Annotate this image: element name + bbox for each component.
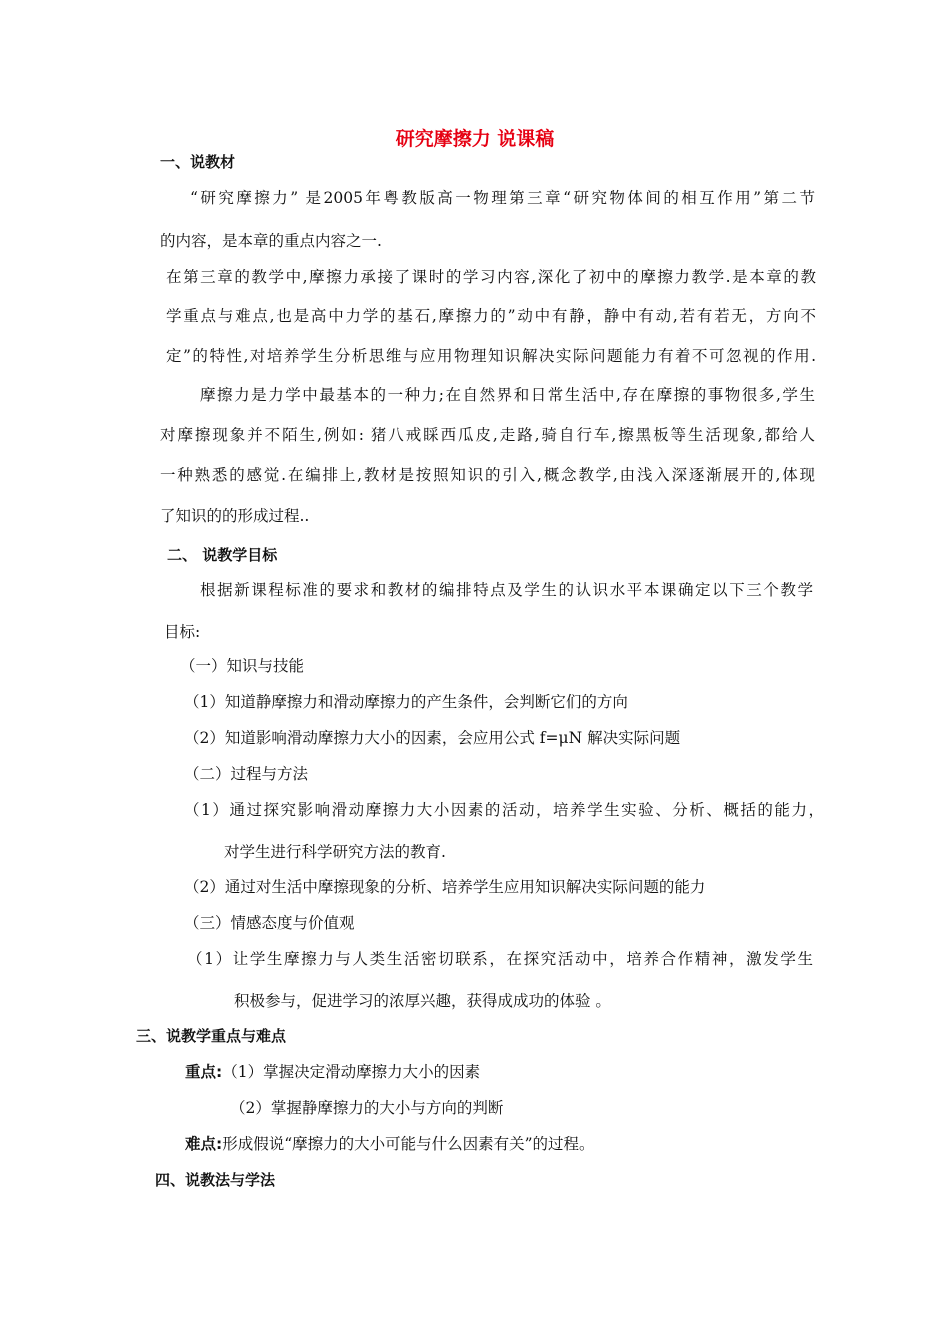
paragraph-line: 了知识的的形成过程.. — [160, 507, 310, 525]
goal-item: （1）知道静摩擦力和滑动摩擦力的产生条件，会判断它们的方向 — [184, 693, 628, 711]
goal-heading: （二）过程与方法 — [184, 765, 309, 783]
goal-item: （2）通过对生活中摩擦现象的分析、培养学生应用知识解决实际问题的能力 — [184, 878, 706, 896]
key-point-label: 重点: — [185, 1063, 223, 1081]
difficulty-label: 难点: — [185, 1135, 223, 1153]
goal-item: 积极参与，促进学习的浓厚兴趣，获得成成功的体验 。 — [234, 992, 611, 1010]
goal-item: 对学生进行科学研究方法的教育. — [224, 843, 446, 861]
goal-item: （2）知道影响滑动摩擦力大小的因素，会应用公式 f=μN 解决实际问题 — [184, 729, 681, 747]
section-heading-textbook: 一、说教材 — [160, 153, 236, 171]
goal-heading: （三）情感态度与价值观 — [184, 914, 355, 932]
section-heading-key-points: 三、说教学重点与难点 — [136, 1027, 287, 1045]
paragraph-line: 一种熟悉的感觉.在编排上,教材是按照知识的引入,概念教学,由浅入深逐渐展开的,体现 — [160, 466, 815, 484]
paragraph-line: 学重点与难点,也是高中力学的基石,摩擦力的”动中有静，静中有动,若有若无，方向不 — [166, 307, 816, 325]
section-heading-methods: 四、说教法与学法 — [155, 1171, 276, 1189]
page-title: 研究摩擦力 说课稿 — [395, 128, 555, 150]
goal-item: （1）通过探究影响滑动摩擦力大小因素的活动，培养学生实验、分析、概括的能力， — [184, 801, 824, 819]
paragraph-line: 的内容，是本章的重点内容之一. — [160, 232, 382, 250]
paragraph-line: 目标: — [164, 623, 201, 641]
key-point-item: （2）掌握静摩擦力的大小与方向的判断 — [230, 1099, 504, 1117]
paragraph-line: 在第三章的教学中,摩擦力承接了课时的学习内容,深化了初中的摩擦力教学.是本章的教 — [166, 268, 816, 286]
goal-heading: （一）知识与技能 — [180, 657, 305, 675]
paragraph-line: 根据新课程标准的要求和教材的编排特点及学生的认识水平本课确定以下三个教学 — [200, 581, 813, 599]
paragraph-line: “研究摩擦力” 是2005年粤教版高一物理第三章“研究物体间的相互作用”第二节 — [190, 189, 815, 207]
section-heading-objectives: 二、 说教学目标 — [167, 546, 278, 564]
goal-item: （1）让学生摩擦力与人类生活密切联系，在探究活动中，培养合作精神，激发学生 — [187, 950, 813, 968]
key-point-item: （1）掌握决定滑动摩擦力大小的因素 — [222, 1063, 481, 1081]
paragraph-line: 对摩擦现象并不陌生,例如: 猪八戒睬西瓜皮,走路,骑自行车,擦黑板等生活现象,都给人 — [160, 426, 815, 444]
paragraph-line: 摩擦力是力学中最基本的一种力;在自然界和日常生活中,存在摩擦的事物很多,学生 — [200, 386, 815, 404]
difficulty-text: 形成假说“摩擦力的大小可能与什么因素有关”的过程。 — [222, 1135, 595, 1153]
paragraph-line: 定”的特性,对培养学生分析思维与应用物理知识解决实际问题能力有着不可忽视的作用. — [166, 347, 816, 365]
